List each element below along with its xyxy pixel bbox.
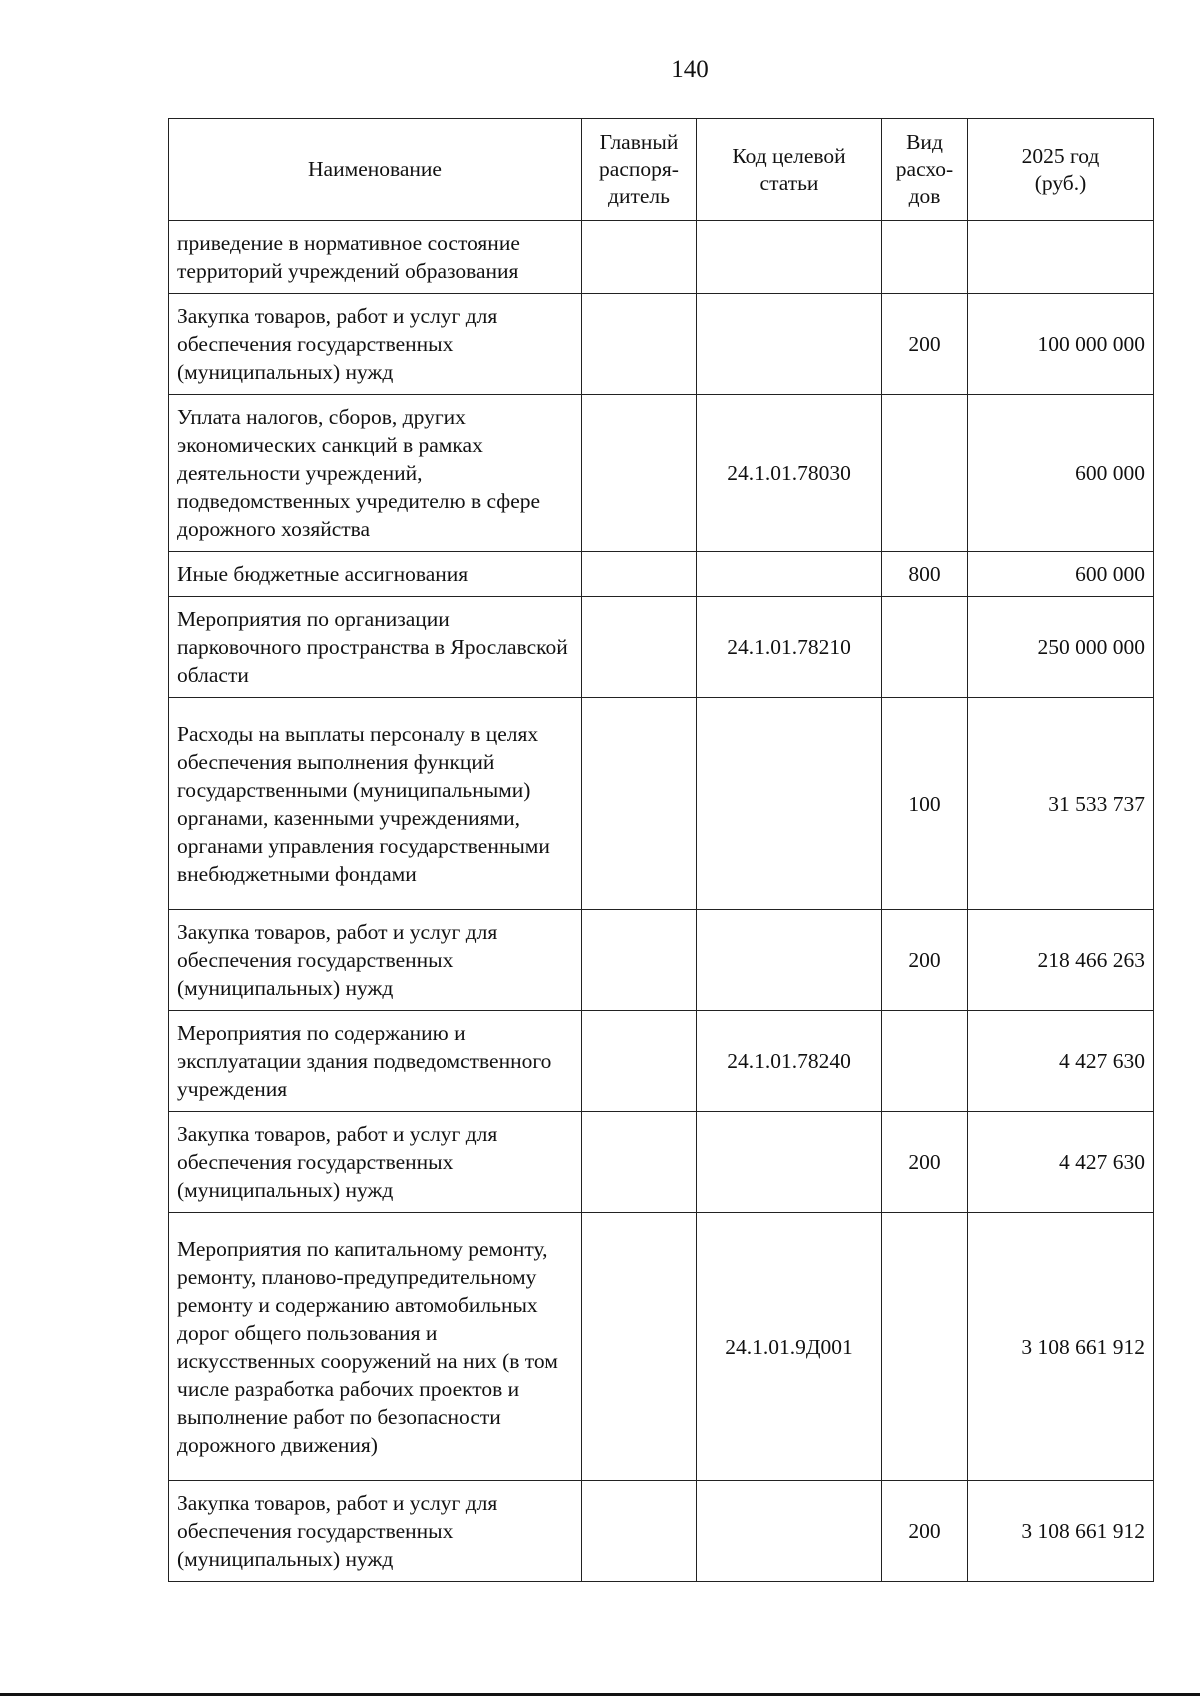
header-amount-text: 2025 год (руб.) bbox=[1021, 143, 1100, 195]
table-row bbox=[169, 1011, 1154, 1112]
table-row bbox=[169, 910, 1154, 1011]
header-name-text: Наименование bbox=[308, 157, 442, 181]
row-code bbox=[697, 552, 882, 597]
row-name: Мероприятия по организации парковочного пространства в Ярославской области bbox=[169, 597, 582, 698]
bottom-rule bbox=[0, 1693, 1200, 1696]
header-glav bbox=[582, 119, 697, 221]
row-vid bbox=[882, 597, 968, 698]
row-vid: 200 bbox=[882, 294, 968, 395]
header-name bbox=[169, 119, 582, 221]
row-name: Мероприятия по капитальному ремонту, ремонту, планово-предупредительному ремонту и содержанию автомобильных дорог общего пользования и искусственных сооружений на них (в том числе разработка рабочих проектов и выполнение работ по безопасности дорожного движения) bbox=[169, 1213, 582, 1481]
row-glav bbox=[582, 597, 697, 698]
row-vid: 200 bbox=[882, 1481, 968, 1582]
table-row bbox=[169, 1213, 1154, 1481]
header-code bbox=[697, 119, 882, 221]
row-vid: 800 bbox=[882, 552, 968, 597]
row-code: 24.1.01.78240 bbox=[697, 1011, 882, 1112]
row-code bbox=[697, 1112, 882, 1213]
row-glav bbox=[582, 1112, 697, 1213]
row-amount: 4 427 630 bbox=[968, 1112, 1154, 1213]
row-amount bbox=[968, 221, 1154, 294]
row-code: 24.1.01.78210 bbox=[697, 597, 882, 698]
row-code: 24.1.01.78030 bbox=[697, 395, 882, 552]
table-row bbox=[169, 1112, 1154, 1213]
row-glav bbox=[582, 294, 697, 395]
header-amount bbox=[968, 119, 1154, 221]
row-name: Закупка товаров, работ и услуг для обеспечения государственных (муниципальных) нужд bbox=[169, 1481, 582, 1582]
row-vid: 200 bbox=[882, 910, 968, 1011]
row-vid bbox=[882, 1011, 968, 1112]
page-number: 140 bbox=[671, 56, 709, 83]
row-amount: 3 108 661 912 bbox=[968, 1481, 1154, 1582]
row-glav bbox=[582, 1481, 697, 1582]
row-code bbox=[697, 698, 882, 910]
row-glav bbox=[582, 552, 697, 597]
row-amount: 31 533 737 bbox=[968, 698, 1154, 910]
row-code bbox=[697, 910, 882, 1011]
row-glav bbox=[582, 1011, 697, 1112]
row-name: Закупка товаров, работ и услуг для обеспечения государственных (муниципальных) нужд bbox=[169, 910, 582, 1011]
row-amount: 250 000 000 bbox=[968, 597, 1154, 698]
row-amount: 218 466 263 bbox=[968, 910, 1154, 1011]
table-row bbox=[169, 294, 1154, 395]
header-vid bbox=[882, 119, 968, 221]
row-code bbox=[697, 1481, 882, 1582]
table-row bbox=[169, 221, 1154, 294]
row-amount: 4 427 630 bbox=[968, 1011, 1154, 1112]
row-amount: 600 000 bbox=[968, 395, 1154, 552]
row-glav bbox=[582, 395, 697, 552]
header-code-text: Код целевой статьи bbox=[732, 143, 846, 195]
row-vid bbox=[882, 1213, 968, 1481]
row-glav bbox=[582, 1213, 697, 1481]
row-amount: 3 108 661 912 bbox=[968, 1213, 1154, 1481]
row-amount: 100 000 000 bbox=[968, 294, 1154, 395]
header-glav-text: Главный распоря-дитель bbox=[599, 130, 679, 208]
header-vid-text: Вид расхо-дов bbox=[895, 130, 954, 208]
row-code bbox=[697, 294, 882, 395]
table-row bbox=[169, 698, 1154, 910]
row-name: Расходы на выплаты персоналу в целях обеспечения выполнения функций государственными (муниципальными) органами, казенными учреждениями, органами управления государственными внебюджетными фондами bbox=[169, 698, 582, 910]
row-name: Уплата налогов, сборов, других экономических санкций в рамках деятельности учреждений, подведомственных учредителю в сфере дорожного хозяйства bbox=[169, 395, 582, 552]
row-name: Закупка товаров, работ и услуг для обеспечения государственных (муниципальных) нужд bbox=[169, 294, 582, 395]
budget-table bbox=[168, 118, 1154, 1582]
row-name: Закупка товаров, работ и услуг для обеспечения государственных (муниципальных) нужд bbox=[169, 1112, 582, 1213]
row-vid: 100 bbox=[882, 698, 968, 910]
row-vid bbox=[882, 395, 968, 552]
row-name: Иные бюджетные ассигнования bbox=[169, 552, 582, 597]
row-glav bbox=[582, 221, 697, 294]
table-header-row bbox=[169, 119, 1154, 221]
row-vid: 200 bbox=[882, 1112, 968, 1213]
row-name: приведение в нормативное состояние территорий учреждений образования bbox=[169, 221, 582, 294]
row-code bbox=[697, 221, 882, 294]
row-amount: 600 000 bbox=[968, 552, 1154, 597]
table-row bbox=[169, 395, 1154, 552]
table-row bbox=[169, 597, 1154, 698]
row-name: Мероприятия по содержанию и эксплуатации здания подведомственного учреждения bbox=[169, 1011, 582, 1112]
row-glav bbox=[582, 698, 697, 910]
row-code: 24.1.01.9Д001 bbox=[697, 1213, 882, 1481]
table-row bbox=[169, 1481, 1154, 1582]
table-row bbox=[169, 552, 1154, 597]
row-glav bbox=[582, 910, 697, 1011]
row-vid bbox=[882, 221, 968, 294]
